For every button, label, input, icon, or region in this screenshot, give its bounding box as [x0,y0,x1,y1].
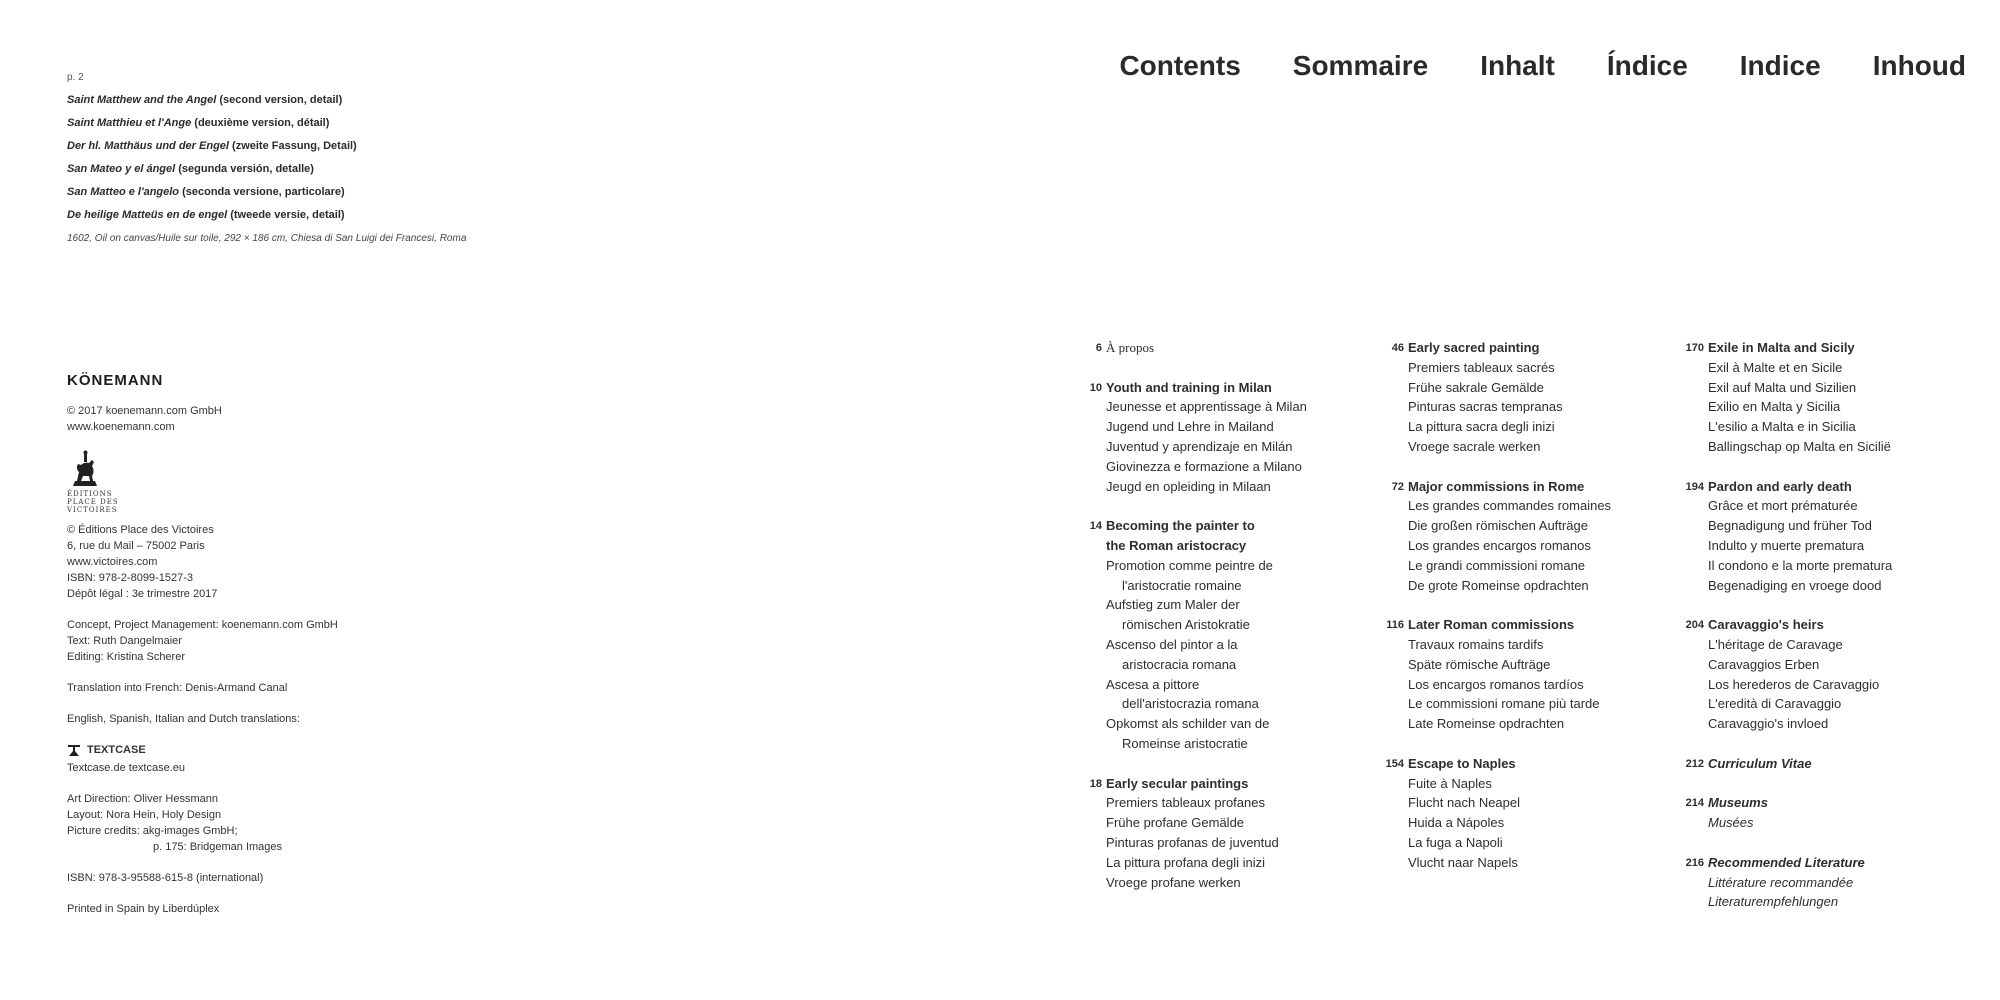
editions-place-des-victoires-logo [67,450,127,518]
toc-entry-translation: Vroege profane werken [1106,874,1241,890]
caption-line [67,158,767,181]
toc-entry-translation: Indulto y muerte prematura [1708,537,1865,553]
toc-entry-translation: Begnadigung und früher Tod [1708,518,1872,534]
toc-entry [1082,378,1372,497]
textcase-logo [67,742,487,758]
toc-entry [1082,774,1372,893]
credit-line: Concept, Project Management: koenemann.com GmbH [67,619,338,631]
toc-entry-translation: Premiers tableaux sacrés [1408,359,1555,375]
toc-page-number: 214 [1685,797,1704,810]
toc-entry-translation: Begenadiging en vroege dood [1708,577,1882,593]
toc-entry [1082,516,1372,754]
toc-entry-title: Early sacred painting [1408,340,1540,355]
editions-line: www.victoires.com [67,556,158,568]
isbn-line: ISBN: 978-3-95588-615-8 (international) [67,872,264,884]
toc-entry-title: the Roman aristocracy [1106,537,1247,553]
toc-entry-title: Major commissions in Rome [1408,478,1585,494]
imprint-block [67,403,487,932]
editions-line: Dépôt légal : 3e trimestre 2017 [67,588,218,600]
toc-page-number: 116 [1386,619,1404,632]
printer-block [67,901,487,917]
translation-other-block [67,711,487,727]
toc-entry-translation: L'héritage de Caravage [1708,636,1843,652]
toc-entry [1684,853,1984,912]
toc-entry-translation: Die großen römischen Aufträge [1408,518,1588,534]
toc-page-number: 154 [1385,757,1404,770]
toc-entry [1684,793,1984,833]
caption-title: San Matteo e l'angelo [67,186,180,198]
caption-detail: (seconda versione, particolare) [179,186,345,198]
toc-entry-title: Museums [1708,795,1768,811]
toc-entry-title: Early secular paintings [1106,775,1249,791]
toc-entry-title: Pardon and early death [1708,478,1852,494]
toc-entry-translation: Jugend und Lehre in Mailand [1106,419,1274,435]
toc-entry-translation: La fuga a Napoli [1408,834,1503,850]
ev-logo-text-line: ÉDITIONS [67,490,113,498]
ev-logo-text-line: PLACE DES [67,498,119,506]
textcase-line: Textcase.de textcase.eu [67,762,186,774]
translation-line: Opkomst als schilder van de [1106,716,1270,732]
toc-entry-translation: La pittura sacra degli inizi [1408,419,1555,435]
toc-entry-translation: Premiers tableaux profanes [1106,795,1265,811]
credit-line: Picture credits: akg-images GmbH; [67,825,238,837]
printer-line: Printed in Spain by Liberdúplex [67,903,220,915]
toc-entry-translation [1106,635,1372,675]
toc-entry-title: Youth and training in Milan [1106,379,1272,395]
translation-continuation: Romeinse aristocratie [1122,735,1248,751]
heading-inhalt: Inhalt [1480,50,1555,81]
heading-sommaire: Sommaire [1292,50,1429,81]
translation-line: Promotion comme peintre de [1106,557,1273,573]
toc-page-number: 10 [1089,381,1102,394]
credit-line: p. 175: Bridgeman Images [153,841,283,853]
caption-title: San Mateo y el ángel [67,163,176,175]
toc-entry-translation: Caravaggios Erben [1708,656,1820,672]
caption-line [67,112,767,135]
toc-entry-title: Becoming the painter to [1106,518,1255,534]
translation-fr-block [67,680,487,696]
credit-line: Layout: Nora Hein, Holy Design [67,809,222,821]
toc-entry-title: Recommended Literature [1708,854,1865,870]
toc-page-number: 204 [1685,619,1704,632]
textcase-block [67,742,487,776]
toc-entry-translation: Los herederos de Caravaggio [1708,676,1880,692]
toc-entry [1684,477,1984,596]
toc-page-number: 216 [1685,856,1704,869]
editions-line: 6, rue du Mail – 75002 Paris [67,540,205,552]
caption-medium: 1602, Oil on canvas/Huile sur toile, 292 × 186 cm, Chiesa di San Luigi dei Francesi, Roma [67,233,467,244]
translation-line: Translation into French: Denis-Armand Canal [67,682,288,694]
caption-line [67,135,767,158]
caption-title: Der hl. Matthäus und der Engel [67,140,229,152]
translation-continuation: aristocracia romana [1122,656,1237,672]
toc-page-number: 194 [1685,480,1704,493]
toc-entry-translation: De grote Romeinse opdrachten [1408,577,1589,593]
toc-entry-translation: Les grandes commandes romaines [1408,498,1612,514]
toc-page-number: 72 [1391,480,1404,493]
toc-entry [1082,338,1372,358]
toc-entry [1384,754,1674,873]
caption-line [67,204,767,227]
toc-entry-translation: Jeunesse et apprentissage à Milan [1106,399,1307,415]
toc-entry-translation: Le grandi commissioni romane [1408,557,1586,573]
toc-entry [1684,338,1984,457]
toc-entry-translation: Späte römische Aufträge [1408,656,1551,672]
copyright-line: © 2017 koenemann.com GmbH [67,405,222,417]
toc-entry-translation: Los grandes encargos romanos [1408,537,1591,553]
toc-page-number: 18 [1089,777,1102,790]
editions-line: © Éditions Place des Victoires [67,524,214,536]
toc-entry-translation: Vlucht naar Napels [1408,854,1518,870]
image-caption [67,66,767,250]
toc-entry-translation [1106,714,1372,754]
toc-entry [1684,754,1984,774]
editions-block [67,522,487,602]
credits-block [67,617,487,665]
toc-entry-translation: Littérature recommandée [1708,874,1854,890]
textcase-logo-text: TEXTCASE [87,744,146,756]
toc-entry [1384,477,1674,596]
toc-entry-translation: Fuite à Naples [1408,775,1492,791]
heading-inhoud: Inhoud [1872,50,1966,81]
caption-title: Saint Matthieu et l'Ange [67,117,192,129]
toc-entry-translation: Pinturas sacras tempranas [1408,399,1563,415]
toc-entry-translation: Exilio en Malta y Sicilia [1708,399,1841,415]
toc-column-2 [1384,338,1674,892]
konemann-block [67,403,487,435]
translation-continuation: l'aristocratie romaine [1122,577,1242,593]
caption-detail: (second version, detail) [216,94,343,106]
toc-entry-translation: Le commissioni romane più tarde [1408,696,1600,712]
website-line: www.koenemann.com [67,421,175,433]
publisher-brand: KÖNEMANN [67,372,164,389]
toc-column-3 [1684,338,1984,932]
credit-line: Editing: Kristina Scherer [67,651,185,663]
credit-line: Text: Ruth Dangelmaier [67,635,182,647]
toc-entry-translation [1106,675,1372,715]
toc-entry-translation: Los encargos romanos tardíos [1408,676,1584,692]
toc-entry-title: Caravaggio's heirs [1708,617,1824,633]
heading-contents: Contents [1119,50,1241,81]
toc-entry [1384,615,1674,734]
caption-title: Saint Matthew and the Angel [67,94,217,106]
toc-entry-translation [1106,556,1372,596]
heading-indice-es: Índice [1606,50,1688,81]
textcase-icon [67,743,81,757]
toc-entry [1384,338,1674,457]
toc-entry-translation: Travaux romains tardifs [1408,636,1544,652]
toc-entry-translation: Literaturempfehlungen [1708,894,1839,910]
isbn-block [67,870,487,886]
translation-line: Ascesa a pittore [1106,676,1200,692]
translation-line: Aufstieg zum Maler der [1106,597,1240,613]
toc-entry-translation: Ballingschap op Malta en Sicilië [1708,438,1891,454]
toc-entry-translation: L'esilio a Malta e in Sicilia [1708,419,1856,435]
caption-title: De heilige Matteüs en de engel [67,209,228,221]
translation-line: Ascenso del pintor a la [1106,636,1238,652]
toc-entry-translation: La pittura profana degli inizi [1106,854,1265,870]
caption-detail: (deuxième version, détail) [191,117,330,129]
toc-entry-title: Later Roman commissions [1408,617,1575,633]
toc-entry-title: Escape to Naples [1408,755,1516,771]
caption-detail: (segunda versión, detalle) [175,163,314,175]
toc-entry-translation: Vroege sacrale werken [1408,438,1541,454]
toc-entry-translation: Frühe profane Gemälde [1106,815,1245,831]
translation-continuation: dell'aristocrazia romana [1122,696,1259,712]
toc-entry-translation: Il condono e la morte prematura [1708,557,1893,573]
caption-detail: (zweite Fassung, Detail) [228,140,357,152]
contents-headings [1067,50,1966,82]
editions-line: ISBN: 978-2-8099-1527-3 [67,572,193,584]
toc-entry-translation: L'eredità di Caravaggio [1708,696,1842,712]
toc-entry-translation: Late Romeinse opdrachten [1408,716,1565,732]
toc-entry-title: À propos [1106,340,1155,355]
heading-indice-it: Indice [1739,50,1821,81]
toc-column-1 [1082,338,1372,912]
equestrian-statue-icon [67,450,103,488]
ev-logo-text-line: VICTOIRES [67,506,118,514]
toc-page-number: 212 [1685,757,1704,770]
caption-detail: (tweede versie, detail) [227,209,345,221]
art-credits-block [67,791,487,855]
toc-entry-title: Curriculum Vitae [1708,755,1812,771]
page-reference: p. 2 [67,72,84,83]
toc-entry-translation: Juventud y aprendizaje en Milán [1106,438,1293,454]
toc-page-number: 170 [1685,342,1704,354]
credit-line: Art Direction: Oliver Hessmann [67,793,218,805]
translation-line: English, Spanish, Italian and Dutch translations: [67,713,300,725]
translation-continuation: römischen Aristokratie [1122,617,1250,633]
toc-entry-translation: Musées [1708,815,1754,831]
toc-entry-translation: Grâce et mort prématurée [1708,498,1858,514]
toc-entry-title: Exile in Malta and Sicily [1708,340,1855,355]
toc-page-number: 46 [1391,342,1404,354]
toc-page-number: 14 [1089,520,1102,533]
toc-entry-translation: Giovinezza e formazione a Milano [1106,458,1302,474]
toc-entry [1684,615,1984,734]
toc-entry-translation: Caravaggio's invloed [1708,716,1829,732]
toc-entry-translation: Jeugd en opleiding in Milaan [1106,478,1271,494]
caption-line [67,181,767,204]
toc-entry-translation: Exil auf Malta und Sizilien [1708,379,1857,395]
toc-entry-translation: Pinturas profanas de juventud [1106,834,1279,850]
toc-entry-translation: Frühe sakrale Gemälde [1408,379,1544,395]
toc-page-number: 6 [1095,342,1102,354]
toc-entry-translation: Exil à Malte et en Sicile [1708,359,1843,375]
toc-entry-translation: Flucht nach Neapel [1408,795,1521,811]
toc-entry-translation [1106,595,1372,635]
caption-line [67,89,767,112]
toc-entry-translation: Huida a Nápoles [1408,815,1505,831]
